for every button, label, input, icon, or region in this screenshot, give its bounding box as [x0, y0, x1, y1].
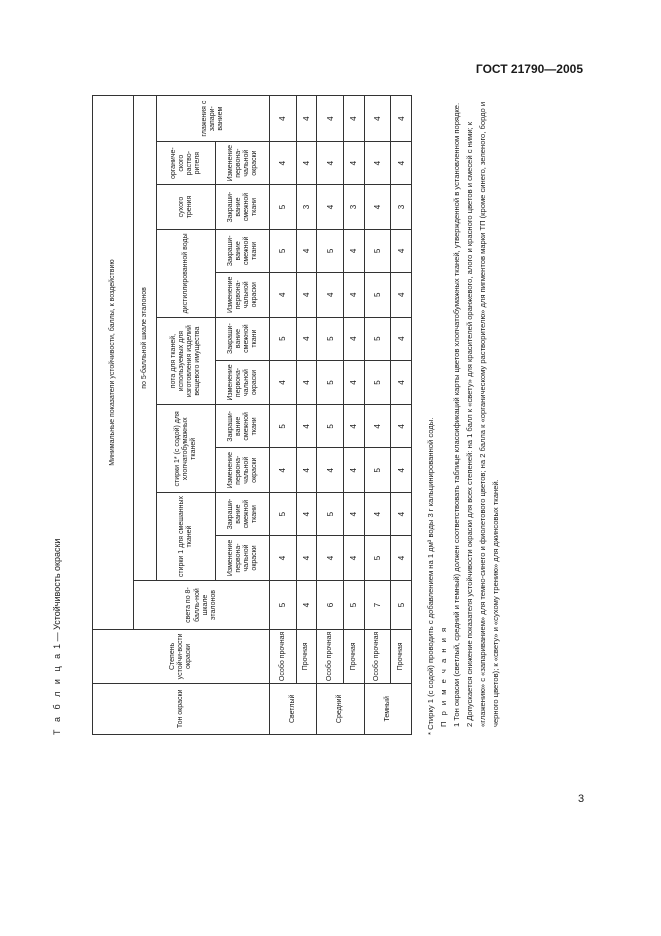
- degree-cell: Особо прочная: [364, 630, 391, 684]
- header-stepen: Степень устойчи-вости окраски: [93, 630, 270, 684]
- value-cell: 4: [317, 96, 344, 142]
- value-cell: 4: [296, 493, 317, 536]
- value-cell: 5: [269, 405, 296, 448]
- value-cell: 4: [269, 272, 296, 317]
- tone-cell: Темный: [364, 683, 411, 734]
- header-zakr: Закраши-вание смежной ткани: [216, 405, 270, 448]
- header-zakr: Закраши-вание смежной ткани: [216, 493, 270, 536]
- table-row: [391, 96, 412, 735]
- header-izmen: Изменение первона-чальной окраски: [216, 142, 270, 185]
- table-row: [296, 96, 317, 735]
- value-cell: 5: [344, 580, 365, 629]
- header-izmen: Изменение первона-чальной окраски: [216, 272, 270, 317]
- value-cell: 4: [391, 535, 412, 580]
- value-cell: 4: [364, 405, 391, 448]
- header-izmen: Изменение первона-чальной окраски: [216, 535, 270, 580]
- value-cell: 4: [391, 405, 412, 448]
- value-cell: 3: [391, 185, 412, 230]
- value-cell: 5: [269, 580, 296, 629]
- value-cell: 3: [296, 185, 317, 230]
- standard-header: ГОСТ 21790—2005: [475, 62, 583, 76]
- table-row: [344, 96, 365, 735]
- value-cell: 4: [344, 229, 365, 272]
- value-cell: 4: [317, 272, 344, 317]
- page-number: 3: [578, 793, 585, 805]
- value-cell: 4: [391, 229, 412, 272]
- value-cell: 4: [344, 360, 365, 405]
- value-cell: 5: [364, 229, 391, 272]
- value-cell: 4: [296, 535, 317, 580]
- value-cell: 4: [296, 405, 317, 448]
- value-cell: 4: [296, 580, 317, 629]
- value-cell: 7: [364, 580, 391, 629]
- note-1: 1 Тон окраски (светлый, средний и темный) должен соответствовать таблице классификаций карты цветов хлопчатобумажных тканей, утвержденной в установленном порядке.: [452, 102, 461, 727]
- value-cell: 5: [364, 317, 391, 360]
- value-cell: 4: [296, 96, 317, 142]
- value-cell: 4: [344, 535, 365, 580]
- header-glazh: глажения с запари-ванием: [156, 96, 269, 142]
- value-cell: 4: [391, 272, 412, 317]
- value-cell: 5: [317, 317, 344, 360]
- value-cell: 4: [269, 448, 296, 493]
- value-cell: 5: [317, 405, 344, 448]
- header-organich: органиче-ского раство-рителя: [156, 142, 216, 185]
- value-cell: 4: [364, 142, 391, 185]
- value-cell: 4: [391, 360, 412, 405]
- degree-cell: Прочная: [391, 630, 412, 684]
- value-cell: 4: [269, 142, 296, 185]
- value-cell: 4: [269, 535, 296, 580]
- value-cell: 4: [364, 185, 391, 230]
- header-scale5: по 5-балльной шкале эталонов: [134, 96, 157, 581]
- degree-cell: Особо прочная: [317, 630, 344, 684]
- notes-title: П р и м е ч а н и я: [439, 625, 448, 727]
- header-sukhogo: сухого трения: [156, 185, 216, 230]
- value-cell: 4: [296, 448, 317, 493]
- value-cell: 5: [269, 493, 296, 536]
- value-cell: 4: [344, 405, 365, 448]
- value-cell: 4: [317, 448, 344, 493]
- value-cell: 4: [269, 96, 296, 142]
- value-cell: 4: [344, 317, 365, 360]
- degree-cell: Прочная: [296, 630, 317, 684]
- value-cell: 4: [344, 96, 365, 142]
- header-svet: света по 8-балль-ной шкале эталонов: [134, 580, 270, 629]
- value-cell: 4: [296, 272, 317, 317]
- header-izmen: Изменение первона-чальной окраски: [216, 448, 270, 493]
- table-caption: [52, 539, 62, 735]
- footnote: * Стирку 1 (с содой) проводить с добавлением на 1 дм³ воды 3 г кальцинированной соды.: [426, 417, 435, 735]
- table-row: [317, 96, 344, 735]
- value-cell: 5: [364, 360, 391, 405]
- value-cell: 5: [269, 317, 296, 360]
- value-cell: 4: [344, 272, 365, 317]
- value-cell: 4: [296, 229, 317, 272]
- value-cell: 5: [317, 493, 344, 536]
- value-cell: 5: [364, 448, 391, 493]
- tone-cell: Средний: [317, 683, 364, 734]
- value-cell: 4: [344, 493, 365, 536]
- value-cell: 4: [317, 535, 344, 580]
- value-cell: 4: [391, 493, 412, 536]
- header-izmen: Изменение первона-чальной окраски: [216, 360, 270, 405]
- value-cell: 4: [296, 317, 317, 360]
- value-cell: 5: [391, 580, 412, 629]
- header-zakr: Закраши-вание смежной ткани: [216, 317, 270, 360]
- header-zakr: Закраши-вание смежной ткани: [216, 229, 270, 272]
- notes-block: [424, 95, 502, 735]
- value-cell: 4: [296, 142, 317, 185]
- header-ton: Тон окраски: [93, 683, 270, 734]
- value-cell: 5: [269, 185, 296, 230]
- header-stirka1: стирки 1 для смешанных тканей: [156, 493, 216, 581]
- rotated-table-block: [52, 95, 502, 735]
- colorfastness-table: [92, 95, 412, 735]
- header-pota: пота для тканей, используемых для изготовления изделий вещевого имущества: [156, 317, 216, 405]
- degree-cell: Прочная: [344, 630, 365, 684]
- value-cell: 4: [296, 360, 317, 405]
- value-cell: 4: [364, 493, 391, 536]
- caption-text: 1 — Устойчивость окраски: [52, 538, 62, 649]
- header-zakr: Закраши-вание смежной ткани: [216, 185, 270, 230]
- value-cell: 4: [391, 317, 412, 360]
- value-cell: 5: [364, 272, 391, 317]
- degree-cell: Особо прочная: [269, 630, 296, 684]
- value-cell: 4: [269, 360, 296, 405]
- value-cell: 5: [364, 535, 391, 580]
- tone-cell: Светлый: [269, 683, 316, 734]
- value-cell: 5: [269, 229, 296, 272]
- value-cell: 5: [317, 229, 344, 272]
- caption-prefix: Т а б л и ц а: [52, 651, 62, 735]
- value-cell: 4: [344, 448, 365, 493]
- header-min: Минимальные показатели устойчивости, баллы, к воздействию: [93, 96, 134, 630]
- value-cell: 5: [317, 360, 344, 405]
- value-cell: 4: [364, 96, 391, 142]
- table-row: [269, 96, 296, 735]
- table-row: [364, 96, 391, 735]
- value-cell: 3: [344, 185, 365, 230]
- rotated-content: [52, 95, 502, 735]
- value-cell: 4: [391, 96, 412, 142]
- value-cell: 4: [317, 185, 344, 230]
- header-distill: дистиллированной воды: [156, 229, 216, 317]
- value-cell: 4: [344, 142, 365, 185]
- value-cell: 4: [391, 142, 412, 185]
- header-stirka1s: стирки 1* (с содой) для хлопчатобумажных тканей: [156, 405, 216, 493]
- value-cell: 4: [391, 448, 412, 493]
- value-cell: 6: [317, 580, 344, 629]
- value-cell: 4: [317, 142, 344, 185]
- note-2: 2 Допускается снижение показателя устойчивости окраски для всех степеней: на 1 балл к «свету» для красителей оранжевого, алого и красного цветов и смесей с ними; к «глажению» с «запариванием» для темно-синего и фиолетового цветов; на 2 балла к «органическому растворителю» для пигментов марки ТП (кроме синего, зеленого, бордо и черного цветов); к «свету» и «сухому трению» для джинсовых тканей.: [465, 101, 500, 727]
